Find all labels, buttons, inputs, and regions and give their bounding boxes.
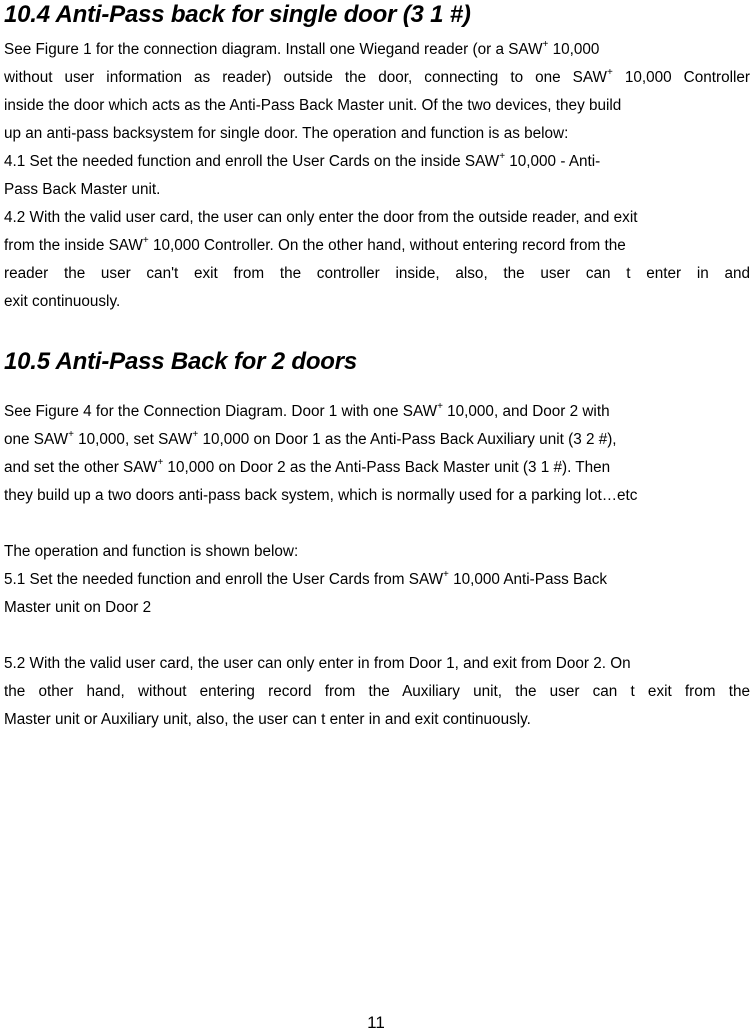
text-line: 4.1 Set the needed function and enroll the User Cards on the inside SAW+ 10,000 - Anti- (4, 150, 601, 170)
text-line: the other hand, without entering record from the Auxiliary unit, the user can t exit from the (4, 683, 750, 700)
section-heading-10-5: 10.5 Anti-Pass Back for 2 doors (4, 348, 358, 375)
text-line: 5.2 With the valid user card, the user can only enter in from Door 1, and exit from Door 2. On (4, 655, 631, 672)
page-number: 11 (367, 1013, 385, 1032)
text-line: 4.2 With the valid user card, the user can only enter the door from the outside reader, and exit (4, 209, 638, 226)
text-line: they build up a two doors anti-pass back system, which is normally used for a parking lot…etc (4, 487, 638, 504)
text-line: up an anti-pass backsystem for single door. The operation and function is as below: (4, 125, 569, 142)
text-line: and set the other SAW+ 10,000 on Door 2 as the Anti-Pass Back Master unit (3 1 #). Then (4, 456, 611, 476)
section-heading-10-4: 10.4 Anti-Pass back for single door (3 1 #) (4, 1, 471, 28)
text-line: one SAW+ 10,000, set SAW+ 10,000 on Door 1 as the Anti-Pass Back Auxiliary unit (3 2 #), (4, 428, 617, 448)
text-line: See Figure 1 for the connection diagram. Install one Wiegand reader (or a SAW+ 10,000 (4, 38, 600, 58)
text-line: Pass Back Master unit. (4, 181, 161, 198)
text-line: The operation and function is shown below: (4, 543, 299, 560)
text-line: 5.1 Set the needed function and enroll the User Cards from SAW+ 10,000 Anti-Pass Back (4, 568, 608, 588)
text-line: Master unit or Auxiliary unit, also, the user can t enter in and exit continuously. (4, 711, 531, 728)
text-line: See Figure 4 for the Connection Diagram. Door 1 with one SAW+ 10,000, and Door 2 with (4, 400, 610, 420)
text-line: exit continuously. (4, 293, 121, 310)
text-line: from the inside SAW+ 10,000 Controller. On the other hand, without entering record from the (4, 234, 626, 254)
text-line: inside the door which acts as the Anti-Pass Back Master unit. Of the two devices, they build (4, 97, 622, 114)
text-line: reader the user can't exit from the controller inside, also, the user can t enter in and (4, 265, 750, 282)
text-line: without user information as reader) outside the door, connecting to one SAW+ 10,000 Controller (4, 66, 750, 86)
text-line: Master unit on Door 2 (4, 599, 152, 616)
